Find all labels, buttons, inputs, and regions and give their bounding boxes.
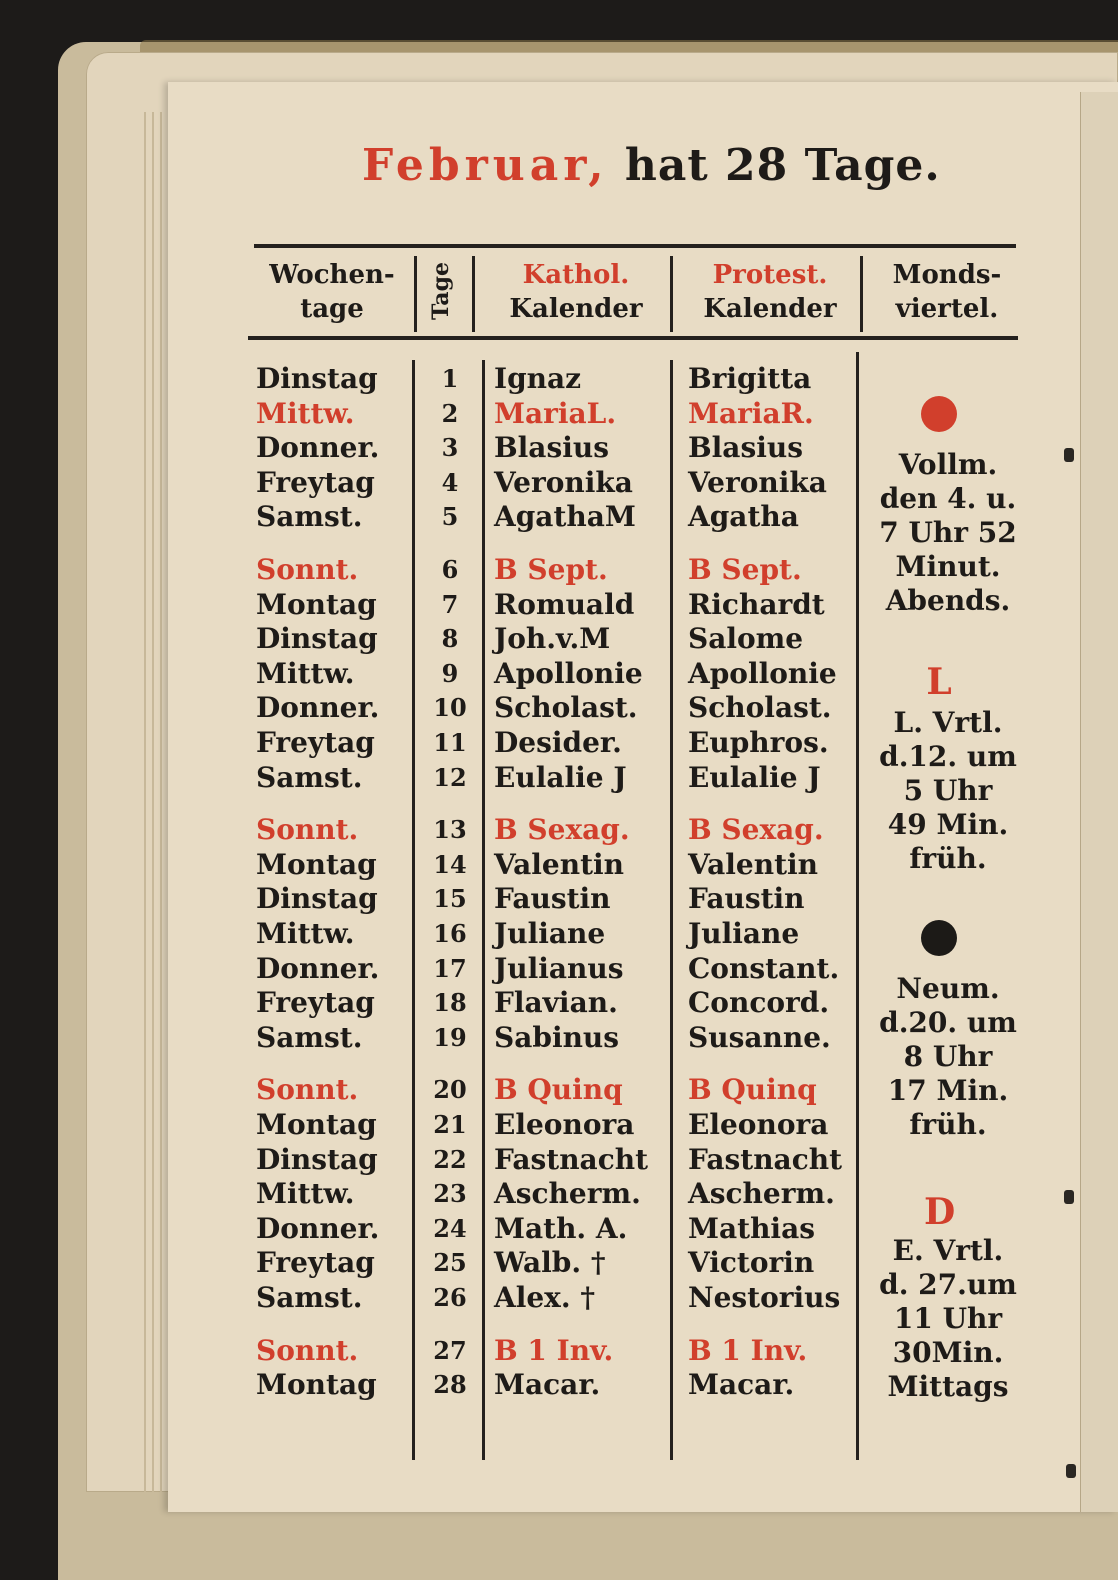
day-number: 8 <box>441 624 459 654</box>
catholic-saint: Macar. <box>494 1368 601 1402</box>
day-number: 27 <box>433 1335 467 1365</box>
weekday: Montag <box>256 1108 377 1141</box>
moon-phase-line: d. 27.um <box>879 1268 1017 1301</box>
last-quarter-icon: L <box>926 661 952 703</box>
protestant-saint: B Sexag. <box>688 813 824 847</box>
column-divider <box>482 360 485 1460</box>
header-wochentage: Wochen- tage <box>269 260 395 324</box>
header-divider <box>472 256 475 332</box>
protestant-saint: Agatha <box>688 500 799 534</box>
catholic-saint: MariaL. <box>494 396 617 430</box>
moon-phase-line: 49 Min. <box>887 808 1009 841</box>
protestant-saint: Richardt <box>688 587 825 621</box>
protestant-saint: Constant. <box>688 951 840 985</box>
moon-phase-text <box>868 1234 1028 1404</box>
header-divider <box>414 256 417 332</box>
weekday: Dinstag <box>256 882 378 916</box>
day-number: 22 <box>433 1144 467 1174</box>
weekday: Freytag <box>256 1246 375 1280</box>
catholic-saint: Eulalie J <box>494 760 627 794</box>
title-month: Februar, <box>362 140 609 191</box>
full-moon-icon <box>921 396 957 432</box>
weekday: Freytag <box>256 726 375 759</box>
weekday: Sonnt. <box>256 813 359 847</box>
day-number: 28 <box>433 1370 467 1400</box>
catholic-saint: Joh.v.M <box>494 622 611 656</box>
weekday: Mittw. <box>256 1177 355 1211</box>
header-monds: Monds- viertel. <box>892 260 1002 324</box>
column-divider <box>670 360 673 1460</box>
moon-phase-line: früh. <box>909 1108 987 1141</box>
protestant-saint: Juliane <box>688 917 800 950</box>
weekday: Mittw. <box>256 656 355 690</box>
catholic-saint: Walb. † <box>494 1246 606 1280</box>
moon-phase-text <box>868 972 1028 1142</box>
protestant-saint: Valentin <box>688 847 819 881</box>
day-number: 16 <box>433 919 467 948</box>
day-number: 7 <box>441 589 459 619</box>
weekday: Sonnt. <box>256 1333 359 1367</box>
day-number: 19 <box>433 1022 467 1052</box>
weekday: Donner. <box>256 691 380 725</box>
day-number: 21 <box>433 1110 467 1139</box>
weekday: Donner. <box>256 951 380 985</box>
protestant-saint: Macar. <box>688 1368 795 1402</box>
protestant-saint: Eleonora <box>688 1108 829 1141</box>
catholic-saint: Romuald <box>494 587 635 621</box>
day-number: 14 <box>433 849 467 879</box>
catholic-saint: Math. A. <box>494 1211 628 1245</box>
moon-phase-line: Abends. <box>885 584 1011 617</box>
binding-thread <box>1064 448 1074 462</box>
protestant-saint: Blasius <box>688 431 803 465</box>
day-number: 26 <box>433 1283 467 1312</box>
catholic-saint: Fastnacht <box>494 1142 649 1176</box>
catholic-saint: Eleonora <box>494 1108 635 1141</box>
moon-phase-line: früh. <box>909 842 987 875</box>
moon-phase-line: Minut. <box>895 550 1001 583</box>
weekday: Samst. <box>256 1281 363 1314</box>
catholic-saint: Flavian. <box>494 986 618 1020</box>
protestant-saint: Ascherm. <box>688 1177 835 1211</box>
catholic-saint: B Quinq <box>494 1073 623 1107</box>
protestant-saint: B Quinq <box>688 1073 817 1107</box>
moon-phase-line: 30Min. <box>892 1336 1004 1369</box>
moon-phase-line: 5 Uhr <box>903 774 993 807</box>
day-number: 15 <box>433 884 467 914</box>
catholic-saint: Alex. † <box>494 1281 596 1314</box>
moon-phase-line: 8 Uhr <box>903 1040 993 1073</box>
catholic-saint: AgathaM <box>494 500 636 534</box>
catholic-saint: Blasius <box>494 431 609 465</box>
protestant-saint: Apollonie <box>688 656 837 690</box>
weekday: Samst. <box>256 500 363 534</box>
weekday: Montag <box>256 587 377 621</box>
day-number: 3 <box>441 433 459 463</box>
day-number: 10 <box>433 693 467 723</box>
next-page-edge <box>1080 92 1118 1512</box>
catholic-saint: Valentin <box>494 847 625 881</box>
weekday: Montag <box>256 1368 377 1402</box>
protestant-saint: Nestorius <box>688 1281 841 1314</box>
catholic-saint: Julianus <box>494 951 624 985</box>
protestant-saint: Concord. <box>688 986 830 1020</box>
weekday: Donner. <box>256 1211 380 1245</box>
protestant-saint: Faustin <box>688 882 805 916</box>
protestant-saint: Susanne. <box>688 1020 831 1054</box>
weekday: Sonnt. <box>256 1073 359 1107</box>
title-rest: hat 28 Tage. <box>624 140 941 191</box>
header-divider <box>670 256 673 332</box>
protestant-saint: Fastnacht <box>688 1142 843 1176</box>
binding-thread <box>1064 1190 1074 1204</box>
new-moon-icon <box>921 920 957 956</box>
moon-phase-line: 7 Uhr 52 <box>879 516 1017 549</box>
protestant-saint: Salome <box>688 622 804 656</box>
header-tage: Tage <box>428 262 454 320</box>
catholic-saint: Scholast. <box>494 691 638 725</box>
catholic-saint: Juliane <box>494 917 606 950</box>
catholic-saint: B Sexag. <box>494 813 630 847</box>
day-number: 18 <box>433 988 467 1018</box>
binding-thread <box>1066 1464 1076 1478</box>
moon-phase-line: 17 Min. <box>887 1074 1009 1107</box>
protestant-saint: Victorin <box>688 1246 815 1280</box>
catholic-saint: Apollonie <box>494 656 643 690</box>
weekday: Mittw. <box>256 917 355 950</box>
moon-phase-text <box>868 706 1028 876</box>
header-top-rule <box>254 244 1016 248</box>
day-number: 6 <box>441 555 459 584</box>
day-number: 17 <box>433 953 467 983</box>
weekday: Dinstag <box>256 362 378 395</box>
protestant-saint: Eulalie J <box>688 760 821 794</box>
weekday: Dinstag <box>256 622 378 656</box>
moon-phase-line: Mittags <box>887 1370 1009 1403</box>
protestant-saint: Veronika <box>688 465 827 499</box>
protestant-saint: B 1 Inv. <box>688 1333 808 1367</box>
catholic-saint: Ignaz <box>494 362 582 395</box>
protestant-saint: Mathias <box>688 1211 815 1245</box>
weekday: Samst. <box>256 1020 363 1054</box>
header-prot: Protest. Kalender <box>703 260 837 324</box>
catholic-saint: Faustin <box>494 882 611 916</box>
protestant-saint: MariaR. <box>688 396 814 430</box>
day-number: 13 <box>433 815 467 845</box>
header-divider <box>860 256 863 332</box>
moon-phase-line: L. Vrtl. <box>893 706 1003 739</box>
weekday: Sonnt. <box>256 553 359 586</box>
catholic-saint: B Sept. <box>494 553 608 586</box>
protestant-saint: B Sept. <box>688 553 802 586</box>
page-title <box>362 140 962 200</box>
day-number: 23 <box>433 1179 467 1209</box>
day-number: 24 <box>433 1213 467 1243</box>
day-number: 11 <box>433 728 467 757</box>
moon-phase-text <box>868 448 1028 618</box>
weekday: Dinstag <box>256 1142 378 1176</box>
moon-phase-line: 11 Uhr <box>893 1302 1003 1335</box>
day-number: 12 <box>433 762 467 792</box>
catholic-saint: Veronika <box>494 465 633 499</box>
weekday: Montag <box>256 847 377 881</box>
moon-phase-line: den 4. u. <box>879 482 1017 515</box>
catholic-saint: Ascherm. <box>494 1177 641 1211</box>
weekday: Samst. <box>256 760 363 794</box>
column-divider <box>412 360 415 1460</box>
protestant-saint: Brigitta <box>688 362 812 395</box>
day-number: 1 <box>441 364 459 393</box>
day-number: 25 <box>433 1248 467 1278</box>
weekday: Freytag <box>256 986 375 1020</box>
moon-phase-line: d.12. um <box>879 740 1017 773</box>
day-number: 9 <box>441 658 459 688</box>
header-kath: Kathol. Kalender <box>509 260 643 324</box>
catholic-saint: Desider. <box>494 726 622 759</box>
weekday: Donner. <box>256 431 380 465</box>
weekday: Mittw. <box>256 396 355 430</box>
day-number: 2 <box>441 398 459 428</box>
weekday: Freytag <box>256 465 375 499</box>
header-bottom-rule <box>248 336 1018 340</box>
day-number: 4 <box>441 467 459 497</box>
catholic-saint: B 1 Inv. <box>494 1333 614 1367</box>
first-quarter-icon: D <box>924 1191 956 1233</box>
catholic-saint: Sabinus <box>494 1020 620 1054</box>
day-number: 5 <box>441 502 459 532</box>
protestant-saint: Euphros. <box>688 726 829 759</box>
moon-phase-line: Vollm. <box>898 448 998 481</box>
moon-phase-line: E. Vrtl. <box>892 1234 1004 1267</box>
day-number: 20 <box>433 1075 467 1105</box>
protestant-saint: Scholast. <box>688 691 832 725</box>
moon-phase-line: Neum. <box>896 972 1000 1005</box>
moon-phase-line: d.20. um <box>879 1006 1017 1039</box>
